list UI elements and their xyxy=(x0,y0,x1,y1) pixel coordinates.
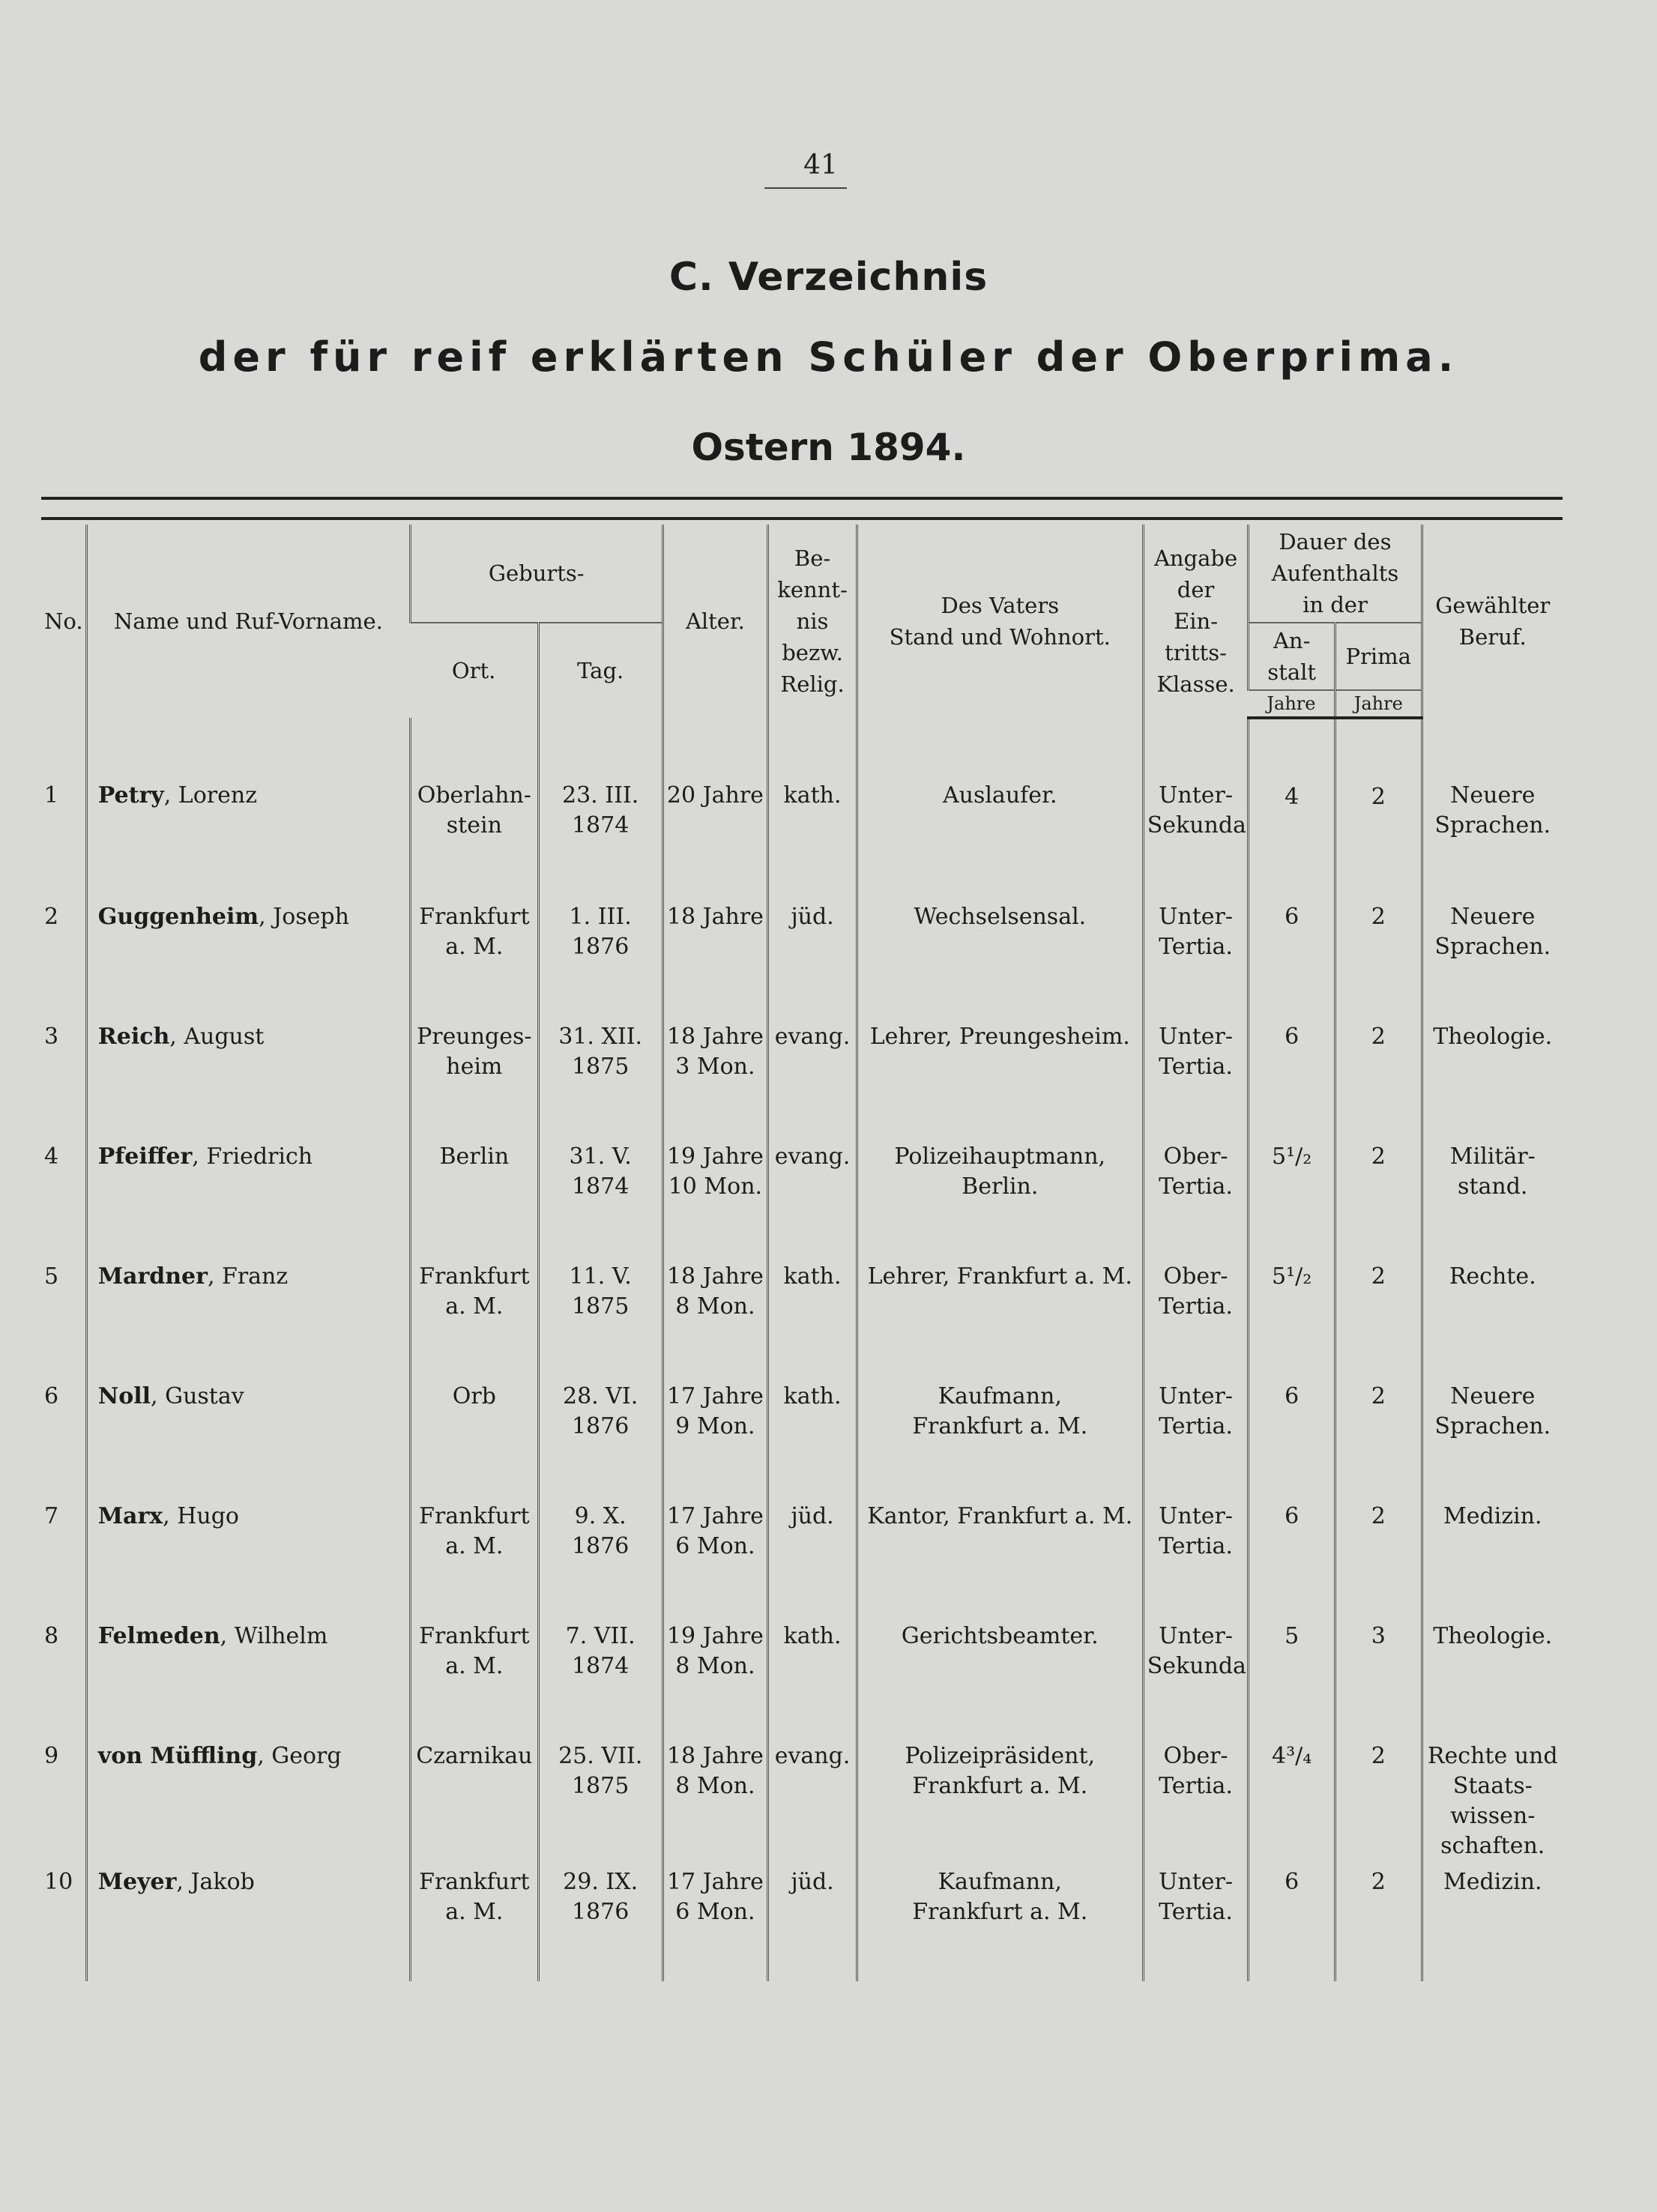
header-line: Be- xyxy=(794,546,831,571)
cell-age xyxy=(663,1496,768,1616)
cell-birth-place xyxy=(410,1136,538,1256)
first-name: , Franz xyxy=(207,1263,289,1290)
table-row xyxy=(41,1136,1563,1256)
cell-profession-line: Medizin. xyxy=(1443,1503,1542,1529)
cell-birth-place-line: a. M. xyxy=(445,1899,504,1925)
page-number-rule xyxy=(764,187,847,189)
surname: Felmeden xyxy=(97,1623,220,1649)
cell-birth-date-line: 1875 xyxy=(571,1293,630,1320)
cell-father-line: Berlin. xyxy=(962,1173,1039,1200)
header-line: tritts- xyxy=(1165,640,1227,665)
cell-father-line: Frankfurt a. M. xyxy=(912,1413,1088,1439)
cell-entry-class xyxy=(1143,1496,1249,1616)
header-line: Angabe xyxy=(1153,546,1238,571)
cell-birth-date-line: 31. XII. xyxy=(558,1024,643,1050)
cell-religion: evang. xyxy=(768,1136,857,1256)
cell-father xyxy=(857,1861,1143,1981)
header-line: Relig. xyxy=(780,671,845,697)
cell-name xyxy=(86,896,410,1016)
document-date: Ostern 1894. xyxy=(691,426,966,469)
cell-father xyxy=(857,1735,1143,1861)
cell-years-prima: 2 xyxy=(1335,1376,1422,1496)
cell-birth-place-line: Frankfurt xyxy=(419,1263,530,1290)
header-prima-jahre: Jahre xyxy=(1335,690,1422,718)
cell-birth-date xyxy=(538,1136,663,1256)
cell-birth-place-line: Preunges- xyxy=(417,1024,532,1050)
cell-birth-date xyxy=(538,718,663,896)
cell-profession xyxy=(1422,1616,1563,1735)
cell-birth-place-line: a. M. xyxy=(445,1653,504,1679)
cell-birth-place xyxy=(410,1256,538,1376)
cell-years-school: 4 xyxy=(1249,718,1335,896)
cell-profession xyxy=(1422,1256,1563,1376)
cell-years-prima: 2 xyxy=(1335,896,1422,1016)
cell-profession-line: Sprachen. xyxy=(1434,1413,1551,1439)
cell-father xyxy=(857,1376,1143,1496)
cell-birth-place xyxy=(410,1861,538,1981)
cell-birth-place-line: Frankfurt xyxy=(419,1869,530,1895)
surname: Meyer xyxy=(97,1869,177,1895)
cell-birth-place-line: Oberlahn- xyxy=(417,782,531,809)
cell-profession-line: schaften. xyxy=(1440,1833,1545,1859)
table-row xyxy=(41,896,1563,1016)
cell-age-line: 9 Mon. xyxy=(675,1413,755,1439)
cell-entry-class xyxy=(1143,1861,1249,1981)
cell-age xyxy=(663,1136,768,1256)
cell-father-line: Polizeihauptmann, xyxy=(894,1143,1106,1170)
cell-age xyxy=(663,1256,768,1376)
table-body xyxy=(41,718,1563,1981)
cell-birth-date xyxy=(538,1376,663,1496)
surname: von Müffling xyxy=(97,1743,258,1769)
cell-entry-class xyxy=(1143,1616,1249,1735)
cell-years-prima: 2 xyxy=(1335,1496,1422,1616)
header-anstalt-jahre: Jahre xyxy=(1249,690,1335,718)
header-geburts: Geburts- xyxy=(410,525,663,623)
table-row xyxy=(41,718,1563,896)
table-top-rule-inner xyxy=(41,517,1563,520)
cell-profession-line: Sprachen. xyxy=(1434,934,1551,960)
cell-entry-class xyxy=(1143,1376,1249,1496)
header-bekenntnis xyxy=(768,525,857,718)
surname: Noll xyxy=(97,1383,151,1409)
header-line: stalt xyxy=(1267,659,1317,685)
cell-birth-place-line: heim xyxy=(446,1054,503,1080)
cell-entry-class-line: Unter- xyxy=(1159,1024,1233,1050)
cell-age-line: 19 Jahre xyxy=(666,1143,764,1170)
cell-father-line: Polizeipräsident, xyxy=(905,1743,1096,1769)
cell-entry-class-line: Sekunda xyxy=(1147,812,1246,838)
cell-father-line: Lehrer, Preungesheim. xyxy=(869,1024,1130,1050)
header-alter: Alter. xyxy=(663,525,768,718)
first-name: , Wilhelm xyxy=(220,1623,328,1649)
surname: Petry xyxy=(97,782,164,809)
cell-profession-line: Rechte. xyxy=(1449,1263,1536,1290)
cell-entry-class-line: Unter- xyxy=(1159,1503,1233,1529)
cell-entry-class-line: Ober- xyxy=(1163,1743,1228,1769)
cell-entry-class xyxy=(1143,1256,1249,1376)
cell-age-line: 8 Mon. xyxy=(675,1773,755,1799)
cell-entry-class-line: Unter- xyxy=(1159,782,1233,809)
cell-years-school: 4³/₄ xyxy=(1249,1735,1335,1861)
surname: Pfeiffer xyxy=(97,1143,193,1170)
cell-birth-date xyxy=(538,1735,663,1861)
cell-age-line: 18 Jahre xyxy=(666,1024,764,1050)
table-row xyxy=(41,1016,1563,1136)
cell-birth-date xyxy=(538,1016,663,1136)
cell-birth-date-line: 1875 xyxy=(571,1054,630,1080)
cell-birth-date xyxy=(538,1616,663,1735)
header-line: bezw. xyxy=(782,640,843,665)
cell-profession-line: wissen- xyxy=(1450,1803,1536,1829)
cell-father-line: Frankfurt a. M. xyxy=(912,1899,1088,1925)
cell-no: 9 xyxy=(44,1743,59,1769)
cell-profession xyxy=(1422,718,1563,896)
cell-profession-line: Medizin. xyxy=(1443,1869,1542,1895)
cell-entry-class-line: Tertia. xyxy=(1159,1054,1233,1080)
table-row xyxy=(41,1616,1563,1735)
cell-entry-class-line: Unter- xyxy=(1159,1623,1233,1649)
cell-father-line: Kaufmann, xyxy=(938,1383,1062,1409)
cell-profession-line: Militär- xyxy=(1449,1143,1536,1170)
cell-name xyxy=(86,718,410,896)
table-row xyxy=(41,1376,1563,1496)
surname: Mardner xyxy=(97,1263,208,1290)
cell-father-line: Gerichtsbeamter. xyxy=(901,1623,1099,1649)
cell-years-prima: 2 xyxy=(1335,1861,1422,1981)
table-row xyxy=(41,1861,1563,1981)
first-name: , Gustav xyxy=(151,1383,244,1409)
header-line: Des Vaters xyxy=(941,593,1060,618)
header-line: Klasse. xyxy=(1156,671,1235,697)
header-vater xyxy=(857,525,1143,718)
cell-no: 8 xyxy=(44,1623,59,1649)
cell-entry-class-line: Ober- xyxy=(1163,1263,1228,1290)
header-name: Name und Ruf-Vorname. xyxy=(86,525,410,718)
cell-birth-date-line: 31. V. xyxy=(569,1143,632,1170)
cell-religion: jüd. xyxy=(768,1496,857,1616)
header-line: Dauer des xyxy=(1279,529,1392,554)
cell-years-prima: 2 xyxy=(1335,1016,1422,1136)
cell-years-school: 6 xyxy=(1249,1016,1335,1136)
cell-birth-place-line: Frankfurt xyxy=(419,904,530,930)
cell-birth-place-line: Berlin xyxy=(439,1143,510,1170)
cell-birth-place xyxy=(410,896,538,1016)
cell-father xyxy=(857,718,1143,896)
cell-profession-line: Staats- xyxy=(1452,1773,1533,1799)
cell-entry-class-line: Unter- xyxy=(1159,1383,1233,1409)
header-beruf xyxy=(1422,525,1563,718)
cell-profession xyxy=(1422,1861,1563,1981)
cell-birth-date-line: 1876 xyxy=(571,1899,630,1925)
cell-father-line: Lehrer, Frankfurt a. M. xyxy=(867,1263,1132,1290)
cell-years-school: 5¹/₂ xyxy=(1249,1136,1335,1256)
cell-father xyxy=(857,1256,1143,1376)
surname: Marx xyxy=(97,1503,163,1529)
cell-age-line: 17 Jahre xyxy=(666,1503,764,1529)
first-name: , Jakob xyxy=(176,1869,255,1895)
cell-no: 3 xyxy=(44,1024,59,1050)
cell-birth-place-line: Frankfurt xyxy=(419,1623,530,1649)
cell-no: 6 xyxy=(44,1383,59,1409)
cell-birth-date-line: 1876 xyxy=(571,1413,630,1439)
cell-years-school: 6 xyxy=(1249,1861,1335,1981)
cell-religion: evang. xyxy=(768,1735,857,1861)
cell-profession-line: Theologie. xyxy=(1433,1024,1553,1050)
surname: Reich xyxy=(97,1024,170,1050)
cell-no: 2 xyxy=(44,904,59,930)
cell-age-line: 19 Jahre xyxy=(666,1623,764,1649)
cell-age-line: 20 Jahre xyxy=(666,782,764,809)
student-register-table xyxy=(41,525,1563,1981)
cell-religion: kath. xyxy=(768,718,857,896)
header-tag: Tag. xyxy=(538,623,663,718)
cell-years-prima: 2 xyxy=(1335,1735,1422,1861)
cell-name xyxy=(86,1616,410,1735)
cell-age-line: 18 Jahre xyxy=(666,1263,764,1290)
cell-entry-class-line: Unter- xyxy=(1159,904,1233,930)
cell-profession-line: stand. xyxy=(1458,1173,1528,1200)
header-line: Stand und Wohnort. xyxy=(889,624,1111,650)
cell-entry-class xyxy=(1143,1735,1249,1861)
cell-name xyxy=(86,1376,410,1496)
cell-age-line: 17 Jahre xyxy=(666,1383,764,1409)
header-line: Ein- xyxy=(1174,608,1218,634)
cell-birth-date-line: 1874 xyxy=(571,812,630,838)
header-line: kennt- xyxy=(777,577,848,602)
cell-name xyxy=(86,1136,410,1256)
header-line: nis xyxy=(796,608,829,634)
cell-birth-place xyxy=(410,1616,538,1735)
header-line: Aufenthalts xyxy=(1271,560,1399,586)
cell-age-line: 6 Mon. xyxy=(675,1533,755,1559)
cell-name xyxy=(86,1861,410,1981)
document-title: C. Verzeichnis xyxy=(668,255,989,300)
cell-profession xyxy=(1422,1735,1563,1861)
cell-name xyxy=(86,1496,410,1616)
page-number: 41 xyxy=(803,150,838,181)
cell-years-school: 6 xyxy=(1249,896,1335,1016)
cell-years-prima: 2 xyxy=(1335,1136,1422,1256)
cell-no: 7 xyxy=(44,1503,59,1529)
cell-birth-place xyxy=(410,1496,538,1616)
cell-age-line: 18 Jahre xyxy=(666,904,764,930)
cell-birth-date-line: 9. X. xyxy=(574,1503,627,1529)
cell-birth-place xyxy=(410,718,538,896)
cell-age-line: 8 Mon. xyxy=(675,1293,755,1320)
cell-entry-class-line: Tertia. xyxy=(1159,1899,1233,1925)
cell-no: 10 xyxy=(44,1869,73,1895)
table-row xyxy=(41,1735,1563,1861)
cell-birth-date-line: 7. VII. xyxy=(565,1623,636,1649)
cell-birth-date-line: 1. III. xyxy=(569,904,632,930)
cell-religion: jüd. xyxy=(768,896,857,1016)
cell-profession xyxy=(1422,1496,1563,1616)
cell-profession xyxy=(1422,1016,1563,1136)
cell-father xyxy=(857,1136,1143,1256)
table-row xyxy=(41,1496,1563,1616)
cell-father xyxy=(857,1496,1143,1616)
cell-age xyxy=(663,718,768,896)
header-eintrittsklasse xyxy=(1143,525,1249,718)
cell-birth-date-line: 1876 xyxy=(571,934,630,960)
cell-age xyxy=(663,1861,768,1981)
cell-age xyxy=(663,1016,768,1136)
cell-religion: jüd. xyxy=(768,1861,857,1981)
cell-entry-class-line: Tertia. xyxy=(1159,934,1233,960)
cell-birth-date xyxy=(538,1861,663,1981)
cell-father-line: Kantor, Frankfurt a. M. xyxy=(867,1503,1133,1529)
cell-entry-class-line: Ober- xyxy=(1163,1143,1228,1170)
header-dauer xyxy=(1249,525,1422,623)
cell-years-school: 5 xyxy=(1249,1616,1335,1735)
cell-birth-date-line: 1874 xyxy=(571,1173,630,1200)
cell-birth-place-line: Czarnikau xyxy=(416,1743,533,1769)
cell-father-line: Wechselsensal. xyxy=(914,904,1087,930)
cell-years-prima: 3 xyxy=(1335,1616,1422,1735)
cell-name xyxy=(86,1735,410,1861)
first-name: , Joseph xyxy=(259,904,349,930)
cell-entry-class-line: Tertia. xyxy=(1159,1773,1233,1799)
cell-father-line: Auslaufer. xyxy=(942,782,1057,809)
cell-religion: kath. xyxy=(768,1256,857,1376)
header-no: No. xyxy=(44,608,83,634)
cell-birth-date-line: 11. V. xyxy=(569,1263,632,1290)
cell-years-prima: 2 xyxy=(1335,1256,1422,1376)
header-line: der xyxy=(1177,577,1215,602)
header-line: Gewählter xyxy=(1435,593,1551,618)
cell-age-line: 3 Mon. xyxy=(675,1054,755,1080)
cell-no: 1 xyxy=(44,782,59,809)
cell-birth-date-line: 28. VI. xyxy=(563,1383,639,1409)
cell-birth-date xyxy=(538,1256,663,1376)
cell-profession xyxy=(1422,1376,1563,1496)
first-name: , Hugo xyxy=(163,1503,239,1529)
first-name: , Friedrich xyxy=(192,1143,313,1170)
cell-age xyxy=(663,1735,768,1861)
cell-birth-date-line: 1875 xyxy=(571,1773,630,1799)
cell-birth-date-line: 23. III. xyxy=(561,782,639,809)
cell-birth-date xyxy=(538,896,663,1016)
cell-name xyxy=(86,1256,410,1376)
header-ort: Ort. xyxy=(410,623,538,718)
cell-entry-class-line: Sekunda xyxy=(1147,1653,1246,1679)
cell-entry-class xyxy=(1143,1136,1249,1256)
first-name: , Georg xyxy=(257,1743,342,1769)
cell-birth-place-line: Frankfurt xyxy=(419,1503,530,1529)
cell-profession-line: Sprachen. xyxy=(1434,812,1551,838)
first-name: , August xyxy=(169,1024,265,1050)
cell-years-school: 6 xyxy=(1249,1376,1335,1496)
cell-entry-class xyxy=(1143,896,1249,1016)
cell-age xyxy=(663,1376,768,1496)
table-row xyxy=(41,1256,1563,1376)
header-line: Beruf. xyxy=(1458,624,1527,650)
cell-birth-date-line: 29. IX. xyxy=(563,1869,639,1895)
cell-entry-class xyxy=(1143,1016,1249,1136)
cell-religion: kath. xyxy=(768,1376,857,1496)
cell-birth-place-line: Orb xyxy=(452,1383,496,1409)
cell-birth-place-line: a. M. xyxy=(445,934,504,960)
cell-birth-place-line: stein xyxy=(446,812,502,838)
header-line: An- xyxy=(1273,628,1311,653)
cell-no: 4 xyxy=(44,1143,59,1170)
cell-religion: evang. xyxy=(768,1016,857,1136)
cell-birth-date-line: 1876 xyxy=(571,1533,630,1559)
cell-father xyxy=(857,1616,1143,1735)
cell-age xyxy=(663,1616,768,1735)
cell-profession-line: Neuere xyxy=(1450,1383,1536,1409)
cell-age-line: 10 Mon. xyxy=(668,1173,763,1200)
cell-entry-class-line: Tertia. xyxy=(1159,1533,1233,1559)
cell-years-school: 6 xyxy=(1249,1496,1335,1616)
cell-father xyxy=(857,1016,1143,1136)
cell-birth-place-line: a. M. xyxy=(445,1533,504,1559)
cell-birth-place xyxy=(410,1376,538,1496)
cell-entry-class-line: Unter- xyxy=(1159,1869,1233,1895)
cell-birth-date-line: 25. VII. xyxy=(558,1743,643,1769)
header-prima: Prima xyxy=(1335,623,1422,690)
cell-birth-place-line: a. M. xyxy=(445,1293,504,1320)
cell-name xyxy=(86,1016,410,1136)
header-line: in der xyxy=(1303,592,1368,617)
cell-father-line: Kaufmann, xyxy=(938,1869,1062,1895)
cell-profession-line: Rechte und xyxy=(1427,1743,1558,1769)
cell-religion: kath. xyxy=(768,1616,857,1735)
header-anstalt xyxy=(1249,623,1335,690)
first-name: , Lorenz xyxy=(163,782,258,809)
cell-birth-date-line: 1874 xyxy=(571,1653,630,1679)
cell-age-line: 18 Jahre xyxy=(666,1743,764,1769)
cell-years-prima: 2 xyxy=(1335,718,1422,896)
cell-birth-date xyxy=(538,1496,663,1616)
cell-entry-class-line: Tertia. xyxy=(1159,1413,1233,1439)
cell-age-line: 17 Jahre xyxy=(666,1869,764,1895)
cell-father-line: Frankfurt a. M. xyxy=(912,1773,1088,1799)
document-subtitle: der für reif erklärten Schüler der Oberprima. xyxy=(198,333,1459,381)
cell-no: 5 xyxy=(44,1263,59,1290)
cell-age-line: 8 Mon. xyxy=(675,1653,755,1679)
surname: Guggenheim xyxy=(97,904,259,930)
cell-profession-line: Theologie. xyxy=(1433,1623,1553,1649)
cell-profession-line: Neuere xyxy=(1450,782,1536,809)
cell-birth-place xyxy=(410,1735,538,1861)
cell-entry-class-line: Tertia. xyxy=(1159,1293,1233,1320)
table-top-rule xyxy=(41,497,1563,500)
cell-profession xyxy=(1422,1136,1563,1256)
cell-profession-line: Neuere xyxy=(1450,904,1536,930)
table-header xyxy=(41,525,1563,718)
cell-age-line: 6 Mon. xyxy=(675,1899,755,1925)
cell-father xyxy=(857,896,1143,1016)
cell-age xyxy=(663,896,768,1016)
cell-years-school: 5¹/₂ xyxy=(1249,1256,1335,1376)
cell-profession xyxy=(1422,896,1563,1016)
cell-entry-class xyxy=(1143,718,1249,896)
cell-entry-class-line: Tertia. xyxy=(1159,1173,1233,1200)
cell-birth-place xyxy=(410,1016,538,1136)
